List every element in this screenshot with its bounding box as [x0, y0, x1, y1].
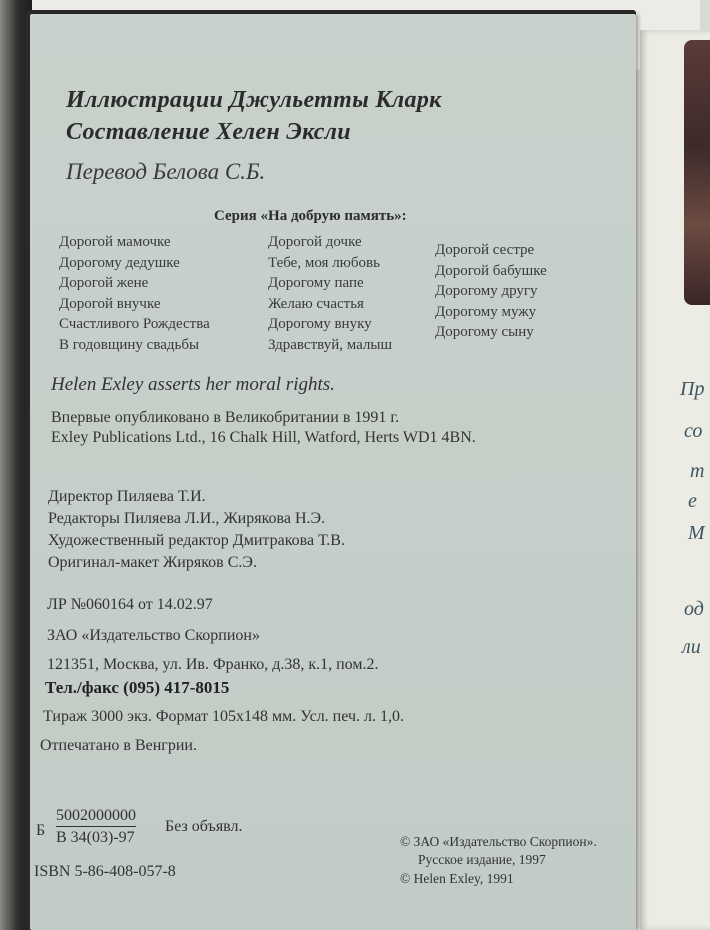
series-column-3	[435, 240, 547, 343]
russian-publisher-address: 121351, Москва, ул. Ив. Франко, д.38, к.1, пом.2.	[47, 656, 379, 673]
series-item: Счастливого Рождества	[59, 316, 210, 333]
publisher-address: Exley Publications Ltd., 16 Chalk Hill, Watford, Herts WD1 4BN.	[51, 429, 476, 446]
staff-art-editor: Художественный редактор Дмитракова Т.В.	[48, 532, 345, 549]
phone-fax: Тел./факс (095) 417-8015	[45, 678, 230, 697]
russian-publisher: ЗАО «Издательство Скорпион»	[47, 627, 260, 644]
series-item: Дорогой бабушке	[435, 262, 547, 279]
moral-rights-statement: Helen Exley asserts her moral rights.	[51, 374, 335, 395]
series-item: В годовщину свадьбы	[59, 336, 200, 353]
copyright-publisher: © ЗАО «Издательство Скорпион».	[400, 834, 597, 849]
printed-in: Отпечатано в Венгрии.	[40, 737, 197, 754]
copyright-edition: Русское издание, 1997	[418, 852, 546, 867]
catalog-numerator: 5002000000	[56, 807, 136, 827]
facing-page-fragment: е	[688, 490, 697, 512]
series-item: Дорогой внучке	[59, 295, 161, 312]
series-item: Дорогому папе	[268, 275, 364, 292]
series-item: Тебе, моя любовь	[268, 254, 380, 271]
series-item: Дорогому дедушке	[59, 254, 180, 271]
staff-editors: Редакторы Пиляева Л.И., Жирякова Н.Э.	[48, 510, 326, 527]
series-column-2	[268, 232, 392, 356]
series-item: Желаю счастья	[268, 295, 364, 312]
staff-layout: Оригинал-макет Жиряков С.Э.	[48, 554, 257, 571]
license-number: ЛР №060164 от 14.02.97	[47, 596, 213, 613]
facing-page-fragment: од	[684, 598, 704, 620]
series-item: Дорогому мужу	[435, 303, 537, 320]
copyright-author: © Helen Exley, 1991	[400, 871, 514, 886]
facing-page-fragment: со	[684, 420, 703, 442]
compiled-credit: Составление Хелен Эксли	[66, 119, 351, 145]
series-item: Дорогому другу	[435, 283, 538, 300]
series-item: Дорогой сестре	[435, 242, 535, 258]
series-item: Дорогому внуку	[268, 316, 372, 333]
series-title: Серия «На добрую память»:	[214, 208, 407, 224]
staff-director: Директор Пиляева Т.И.	[48, 488, 206, 505]
facing-page-fragment: М	[688, 522, 705, 544]
translation-credit: Перевод Белова С.Б.	[66, 159, 266, 184]
catalog-note: Без объявл.	[165, 818, 243, 835]
series-column-1	[59, 232, 210, 356]
series-item: Дорогому сыну	[435, 324, 534, 341]
catalog-letter: Б	[36, 822, 46, 839]
imprint-page	[30, 14, 636, 930]
facing-page-fragment: Пр	[680, 378, 705, 400]
series-item: Дорогой жене	[59, 275, 149, 292]
facing-page-illustration	[684, 40, 710, 305]
series-item: Дорогой дочке	[268, 234, 362, 250]
illustrations-credit: Иллюстрации Джульетты Кларк	[66, 87, 442, 113]
series-item: Здравствуй, малыш	[268, 336, 393, 353]
isbn: ISBN 5-86-408-057-8	[34, 863, 176, 880]
catalog-denominator: В 34(03)-97	[56, 829, 135, 846]
facing-page-fragment: т	[690, 460, 705, 482]
first-published-line: Впервые опубликовано в Великобритании в 1991 г.	[51, 409, 400, 426]
print-run: Тираж 3000 экз. Формат 105х148 мм. Усл. печ. л. 1,0.	[43, 708, 404, 725]
series-item: Дорогой мамочке	[59, 234, 171, 250]
facing-page-fragment: ли	[682, 636, 701, 658]
